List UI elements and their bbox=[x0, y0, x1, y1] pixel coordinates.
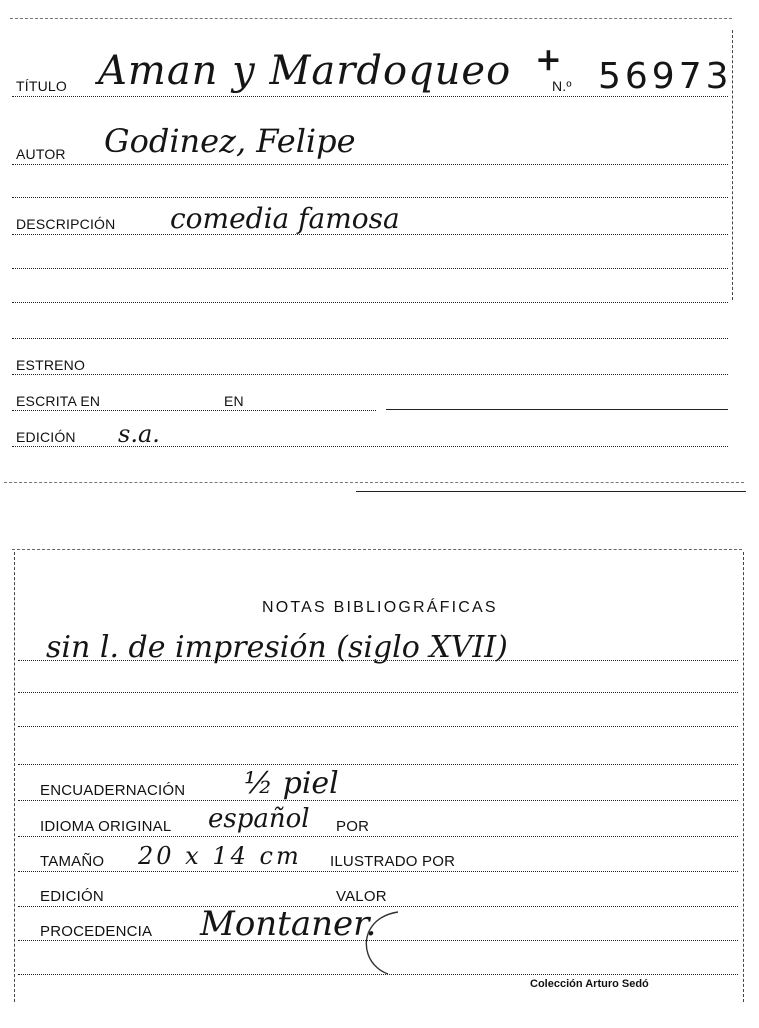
autor-value: Godinez, Felipe bbox=[104, 122, 356, 160]
encuadernacion-label: ENCUADERNACIÓN bbox=[40, 782, 186, 799]
escrita-en-line bbox=[386, 409, 728, 410]
procedencia-line bbox=[18, 940, 738, 941]
idioma-value: español bbox=[208, 804, 310, 834]
procedencia-value: Montaner. bbox=[200, 904, 377, 944]
encuadernacion-line bbox=[18, 800, 738, 801]
titulo-label: TÍTULO bbox=[16, 78, 67, 94]
descripcion-label: DESCRIPCIÓN bbox=[16, 216, 116, 232]
en-label: EN bbox=[224, 393, 244, 409]
edicion-line-bottom bbox=[18, 906, 738, 907]
titulo-value: Aman y Mardoqueo bbox=[98, 48, 512, 94]
collection-credit: Colección Arturo Sedó bbox=[530, 978, 649, 990]
idioma-label: IDIOMA ORIGINAL bbox=[40, 818, 172, 835]
notas-heading: NOTAS BIBLIOGRÁFICAS bbox=[262, 599, 498, 616]
pencil-curve-mark bbox=[358, 908, 418, 978]
idioma-line bbox=[18, 836, 738, 837]
numero-value: 56973 bbox=[598, 56, 733, 97]
estreno-line bbox=[12, 374, 728, 375]
descripcion-line bbox=[12, 234, 728, 235]
notes-line-1 bbox=[18, 660, 738, 661]
bottom-rule bbox=[18, 974, 738, 975]
tamano-line bbox=[18, 871, 738, 872]
titulo-line bbox=[12, 96, 728, 97]
por-label: POR bbox=[336, 818, 370, 835]
estreno-label: ESTRENO bbox=[16, 357, 86, 373]
procedencia-label: PROCEDENCIA bbox=[40, 923, 153, 940]
rule-4 bbox=[12, 338, 728, 339]
ilustrado-label: ILUSTRADO POR bbox=[330, 853, 456, 870]
notes-value: sin l. de impresión (siglo XVII) bbox=[46, 630, 508, 665]
bottom-card-left-edge bbox=[14, 552, 15, 1002]
rule-1 bbox=[12, 197, 728, 198]
notes-line-2 bbox=[18, 692, 738, 693]
tamano-label: TAMAÑO bbox=[40, 853, 105, 870]
edicion-label-top: EDICIÓN bbox=[16, 429, 76, 445]
encuadernacion-value: ½ piel bbox=[244, 766, 339, 801]
numero-label: N.º bbox=[552, 78, 572, 94]
valor-label: VALOR bbox=[336, 888, 387, 905]
rule-3 bbox=[12, 302, 728, 303]
autor-label: AUTOR bbox=[16, 146, 66, 162]
escrita-en-label: ESCRITA EN bbox=[16, 393, 101, 409]
bottom-card-right-edge bbox=[743, 552, 744, 1002]
rule-2 bbox=[12, 268, 728, 269]
edicion-label-bottom: EDICIÓN bbox=[40, 888, 104, 905]
top-card-bottom-solid bbox=[356, 491, 746, 492]
notes-line-3 bbox=[18, 726, 738, 727]
top-card-bottom-edge bbox=[4, 482, 744, 483]
cross-mark: + bbox=[535, 40, 562, 78]
escrita-line bbox=[12, 410, 376, 411]
tamano-value: 20 x 14 cm bbox=[138, 842, 302, 870]
descripcion-value: comedia famosa bbox=[170, 202, 400, 235]
edicion-value-top: s.a. bbox=[118, 420, 160, 448]
bottom-card-top-edge bbox=[12, 549, 742, 550]
notes-line-4 bbox=[18, 764, 738, 765]
autor-line bbox=[12, 164, 728, 165]
edicion-line-top bbox=[12, 446, 728, 447]
frame-top-line bbox=[10, 18, 732, 19]
